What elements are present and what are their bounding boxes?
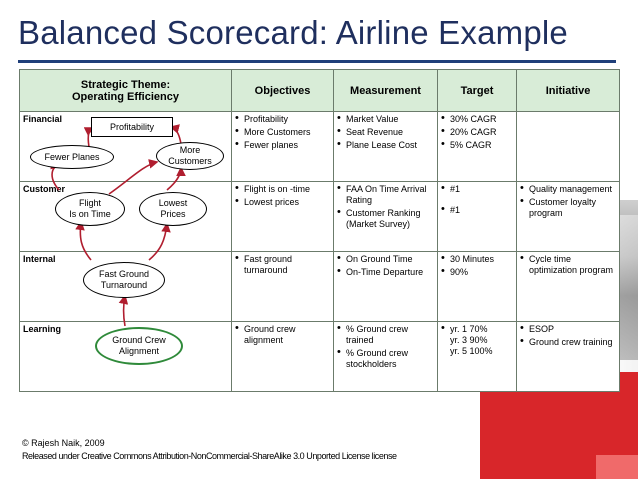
header-theme-line2: Operating Efficiency — [72, 90, 179, 103]
node-profitability — [91, 117, 173, 137]
initiative-item: • Customer loyalty program — [520, 197, 617, 219]
measurement-item: • % Ground crew trained — [337, 324, 435, 346]
measurement-item: • FAA On Time Arrival Rating — [337, 184, 435, 206]
title-underline — [18, 60, 616, 63]
node-flight-on-time-line1: Flight — [78, 198, 101, 208]
target-item: • 5% CAGR — [441, 140, 514, 151]
measurement-list — [337, 324, 435, 370]
target-list — [441, 184, 514, 216]
node-profitability-label: Profitability — [109, 121, 154, 132]
measurement-cell — [334, 182, 438, 252]
target-cell — [438, 112, 517, 182]
header-strategic-theme — [20, 70, 232, 112]
node-fast-ground-turnaround — [83, 262, 165, 298]
measurement-item: • Plane Lease Cost — [337, 140, 435, 151]
node-more-customers-line2: Customers — [168, 156, 212, 166]
node-fewer-planes — [30, 145, 114, 169]
node-more-customers — [156, 142, 224, 170]
header-objectives: Objectives — [232, 70, 334, 112]
measurement-cell — [334, 252, 438, 322]
objectives-item: • Profitability — [235, 114, 331, 125]
node-flight-on-time — [55, 192, 125, 226]
objectives-cell — [232, 182, 334, 252]
header-target: Target — [438, 70, 517, 112]
initiative-item: • Ground crew training — [520, 337, 617, 348]
measurement-item: • On Ground Time — [337, 254, 435, 265]
target-item: • 90% — [441, 267, 514, 278]
initiative-cell — [517, 252, 620, 322]
measurement-item: • % Ground crew stockholders — [337, 348, 435, 370]
objectives-item: • More Customers — [235, 127, 331, 138]
target-list — [441, 324, 514, 357]
objectives-item: • Fast ground turnaround — [235, 254, 331, 276]
objectives-cell — [232, 112, 334, 182]
node-ground-crew-line1: Ground Crew — [112, 335, 166, 345]
target-list — [441, 254, 514, 278]
target-item: • #1 — [441, 184, 514, 195]
header-initiative: Initiative — [517, 70, 620, 112]
header-measurement: Measurement — [334, 70, 438, 112]
objectives-item: • Lowest prices — [235, 197, 331, 208]
perspective-label: Internal — [23, 254, 56, 264]
objectives-item: • Ground crew alignment — [235, 324, 331, 346]
initiative-item: • Quality management — [520, 184, 617, 195]
decorative-red-accent — [596, 455, 638, 479]
objectives-list — [235, 184, 331, 208]
copyright-text: © Rajesh Naik, 2009 — [22, 438, 105, 448]
node-more-customers-line1: More — [179, 145, 201, 155]
target-list — [441, 114, 514, 151]
objectives-list — [235, 324, 331, 346]
initiative-cell — [517, 322, 620, 392]
initiative-cell — [517, 182, 620, 252]
perspective-label: Financial — [23, 114, 63, 124]
target-item: • 20% CAGR — [441, 127, 514, 138]
measurement-list — [337, 184, 435, 230]
target-cell — [438, 322, 517, 392]
node-lowest-prices — [139, 192, 207, 226]
measurement-list — [337, 254, 435, 278]
objectives-cell — [232, 252, 334, 322]
header-theme-line1: Strategic Theme: — [80, 78, 171, 91]
node-fast-ground-line1: Fast Ground — [98, 269, 150, 279]
target-cell — [438, 182, 517, 252]
slide-title: Balanced Scorecard: Airline Example — [18, 14, 568, 51]
initiative-list — [520, 324, 617, 348]
initiative-list — [520, 254, 617, 276]
target-item: • yr. 1 70% — [441, 324, 514, 335]
license-text: Released under Creative Commons Attribution-NonCommercial-ShareAlike 3.0 Unported License license — [22, 451, 397, 461]
node-ground-crew-alignment — [95, 327, 183, 365]
node-lowest-prices-line1: Lowest — [158, 198, 188, 208]
measurement-item: • Customer Ranking (Market Survey) — [337, 208, 435, 230]
target-item: yr. 3 90% — [450, 335, 488, 345]
objectives-list — [235, 254, 331, 276]
initiative-item: • ESOP — [520, 324, 617, 335]
objectives-item: • Fewer planes — [235, 140, 331, 151]
measurement-cell — [334, 112, 438, 182]
target-item: • 30% CAGR — [441, 114, 514, 125]
node-lowest-prices-line2: Prices — [160, 209, 186, 219]
measurement-list — [337, 114, 435, 151]
target-item: • #1 — [441, 205, 514, 216]
node-flight-on-time-line2: Is on Time — [69, 209, 111, 219]
measurement-item: • On-Time Departure — [337, 267, 435, 278]
measurement-item: • Seat Revenue — [337, 127, 435, 138]
target-item: yr. 5 100% — [450, 346, 493, 356]
measurement-item: • Market Value — [337, 114, 435, 125]
node-fewer-planes-label: Fewer Planes — [44, 151, 100, 162]
initiative-list — [520, 184, 617, 219]
node-ground-crew-line2: Alignment — [118, 346, 160, 356]
target-cell — [438, 252, 517, 322]
objectives-item: • Flight is on -time — [235, 184, 331, 195]
initiative-cell — [517, 112, 620, 182]
perspective-label: Learning — [23, 324, 62, 334]
node-fast-ground-line2: Turnaround — [100, 280, 148, 290]
initiative-item: • Cycle time optimization program — [520, 254, 617, 276]
objectives-cell — [232, 322, 334, 392]
measurement-cell — [334, 322, 438, 392]
perspective-label: Customer — [23, 184, 66, 194]
target-item: • 30 Minutes — [441, 254, 514, 265]
objectives-list — [235, 114, 331, 151]
